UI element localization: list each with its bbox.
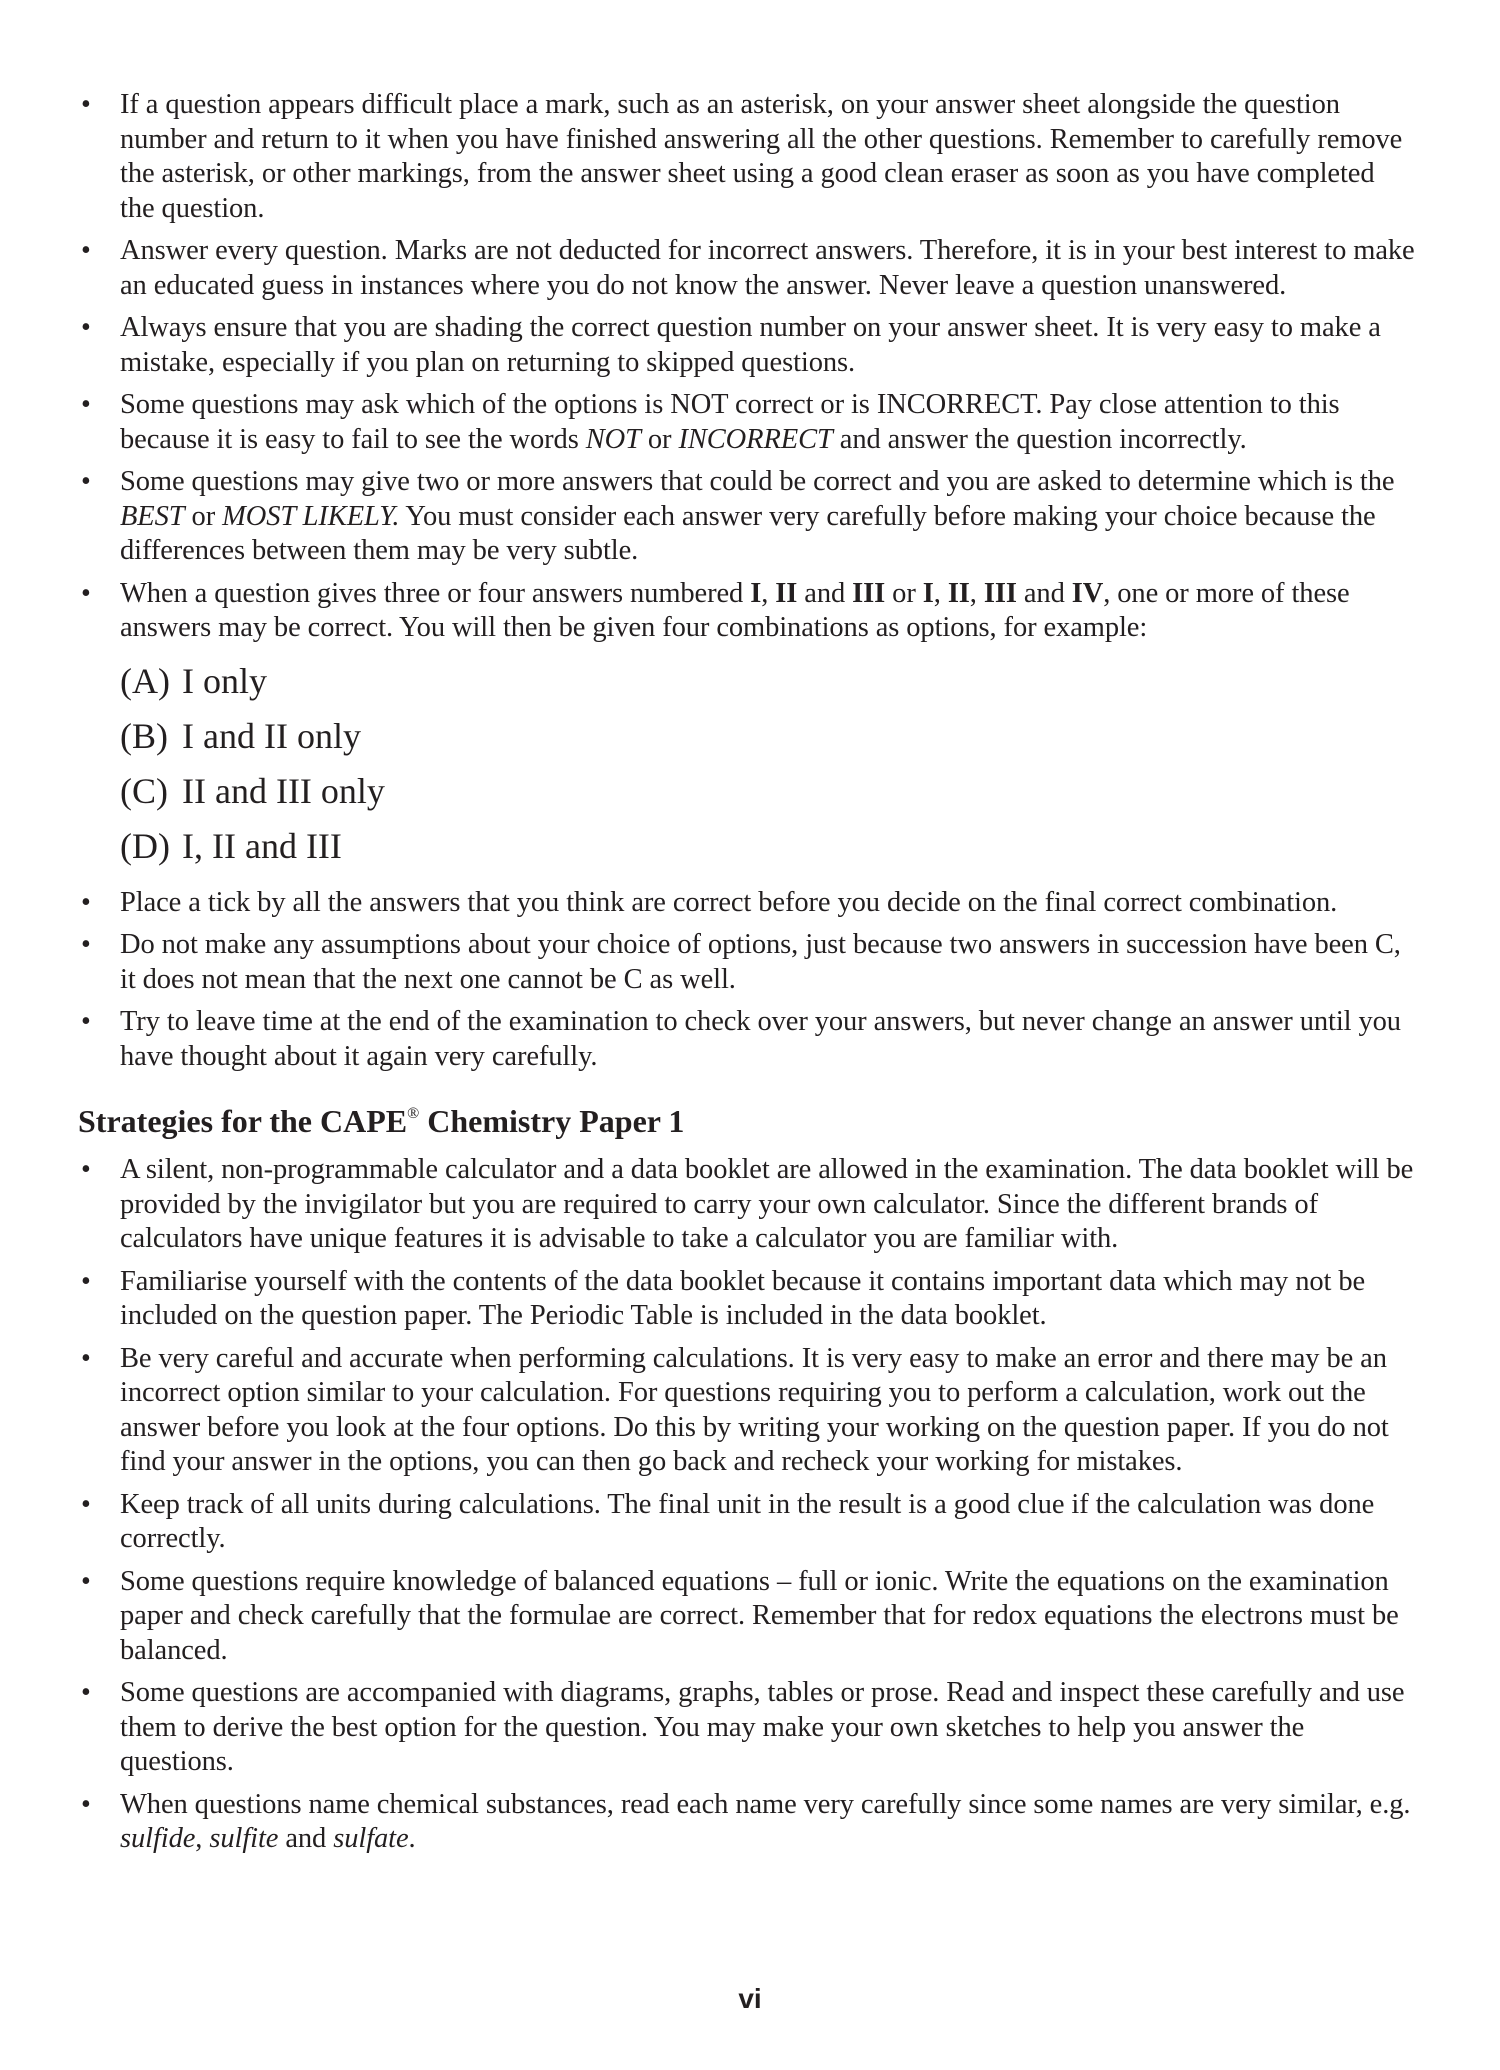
list-item: • When questions name chemical substances, read each name very carefully since some names are very similar, e.g. sulfide, sulfite and sulfate.: [81, 1788, 1411, 1854]
bullet-icon: •: [81, 1565, 91, 1597]
bullet-icon: •: [81, 1154, 91, 1185]
registered-mark: ®: [407, 1105, 420, 1122]
list-item: • Always ensure that you are shading the correct question number on your answer sheet. It is very easy to make a mistake, especially if you plan on returning to skipped questions.: [81, 312, 1381, 378]
strategies-list: [78, 1153, 1416, 1857]
bullet-icon: •: [81, 929, 91, 960]
list-item: • Place a tick by all the answers that you think are correct before you decide on the final correct combination.: [78, 886, 1416, 921]
option-item: [120, 764, 1416, 819]
option-item: [120, 819, 1416, 874]
bullet-icon: •: [81, 1265, 91, 1297]
option-text: I only: [182, 660, 267, 701]
bullet-icon: •: [81, 1677, 91, 1708]
bullet-icon: •: [81, 466, 91, 497]
bullet-icon: •: [81, 1788, 91, 1820]
list-item: • If a question appears difficult place a mark, such as an asterisk, on your answer sheet alongside the question number and return to it when you have finished answering all the other questions. Remember to carefully remove the asterisk, or other markings, from the answer sheet using a good clean eraser as soon as you have completed the question.: [81, 89, 1403, 224]
list-item: • Try to leave time at the end of the examination to check over your answers, but never change an answer until you have thought about it again very carefully.: [81, 1006, 1401, 1072]
list-item: • A silent, non-programmable calculator and a data booklet are allowed in the examination. The data booklet will be provided by the invigilator but you are required to carry your own calculator. Since the different brands of calculators have unique features it is advisable to take a calculator you are familiar with.: [81, 1154, 1414, 1254]
bullet-icon: •: [81, 1342, 91, 1374]
list-item: • When a question gives three or four answers numbered I, II and III or I, II, III and IV, one or more of these answers may be correct. You will then be given four combinations as options, for example:: [81, 577, 1350, 643]
option-text: I, II and III: [182, 825, 342, 866]
section-heading: Strategies for the CAPE® Chemistry Paper 1: [78, 1103, 685, 1139]
option-letter: (C): [120, 770, 168, 811]
list-item: • Be very careful and accurate when performing calculations. It is very easy to make an error and there may be an incorrect option similar to your calculation. For questions requiring you to perform a calculation, work out the answer before you look at the four options. Do this by writing your working on the question paper. If you do not find your answer in the options, you can then go back and recheck your working for mistakes.: [81, 1342, 1389, 1477]
option-item: [120, 654, 1416, 709]
bullet-icon: •: [81, 1006, 91, 1037]
bullet-icon: •: [81, 89, 91, 120]
list-item: • Do not make any assumptions about your choice of options, just because two answers in succession have been C, it does not mean that the next one cannot be C as well.: [81, 929, 1401, 995]
option-letter: (A): [120, 660, 170, 701]
list-item: • Some questions require knowledge of balanced equations – full or ionic. Write the equations on the examination paper and check carefully that the formulae are correct. Remember that for redox equations the electrons must be balanced.: [81, 1565, 1399, 1666]
page-number: vi: [738, 1983, 762, 2014]
option-text: II and III only: [182, 770, 385, 811]
bullet-icon: •: [81, 577, 91, 609]
list-item: • Some questions are accompanied with diagrams, graphs, tables or prose. Read and inspect these carefully and use them to derive the best option for the question. You may make your own sketches to help you answer the questions.: [81, 1677, 1405, 1777]
option-item: [120, 709, 1416, 764]
option-letter: (B): [120, 715, 168, 756]
example-options: [120, 654, 1416, 874]
list-item: • Some questions may ask which of the options is NOT correct or is INCORRECT. Pay close attention to this because it is easy to fail to see the words NOT or INCORRECT and answer the question incorrectly.: [81, 389, 1340, 455]
bullet-icon: •: [81, 886, 91, 918]
list-item: • Familiarise yourself with the contents of the data booklet because it contains important data which may not be included on the question paper. The Periodic Table is included in the data booklet.: [81, 1265, 1366, 1331]
tips-list-middle: [78, 886, 1416, 1075]
list-item: • Some questions may give two or more answers that could be correct and you are asked to determine which is the BEST or MOST LIKELY. You must consider each answer very carefully before making your choice because the differences between them may be very subtle.: [81, 466, 1395, 566]
bullet-icon: •: [81, 1488, 91, 1520]
bullet-icon: •: [81, 389, 91, 420]
page-content: [78, 88, 1416, 1865]
tips-list-top: [78, 88, 1416, 646]
bullet-icon: •: [81, 235, 91, 266]
list-item: • Answer every question. Marks are not deducted for incorrect answers. Therefore, it is in your best interest to make an educated guess in instances where you do not know the answer. Never leave a question unanswered.: [81, 235, 1415, 301]
option-text: I and II only: [182, 715, 361, 756]
option-letter: (D): [120, 825, 170, 866]
bullet-icon: •: [81, 312, 91, 343]
list-item: • Keep track of all units during calculations. The final unit in the result is a good clue if the calculation was done correctly.: [81, 1488, 1375, 1554]
